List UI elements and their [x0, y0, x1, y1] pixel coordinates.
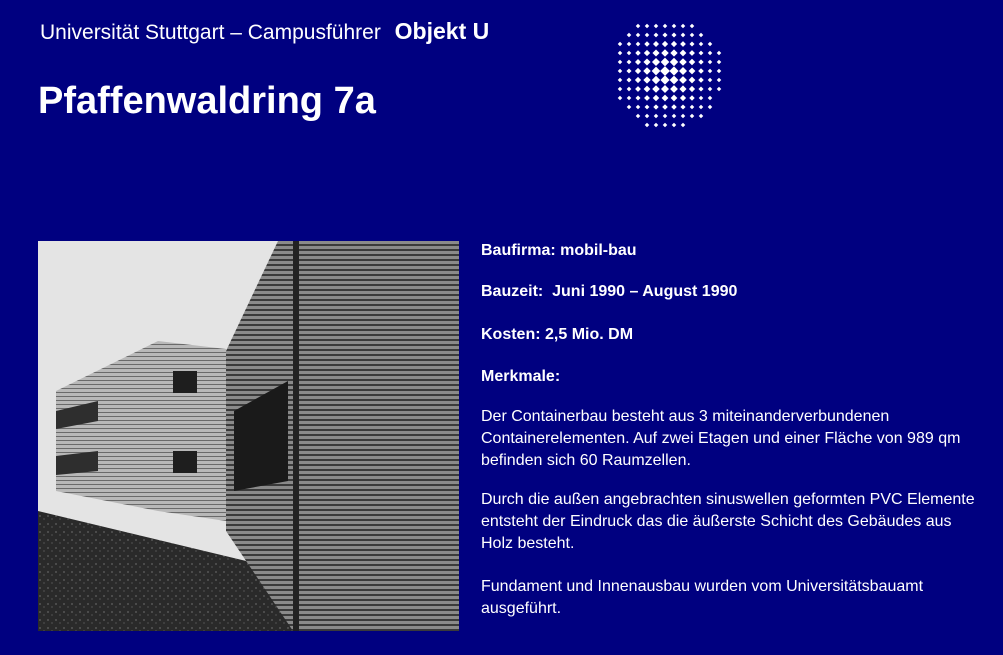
logo-dot [627, 51, 632, 56]
logo-dot [618, 60, 623, 65]
logo-dot [618, 69, 623, 74]
logo-dot [663, 24, 668, 29]
logo-dot [627, 60, 632, 65]
logo-dot [627, 78, 632, 83]
logo-dot [618, 51, 623, 56]
logo-dot [671, 104, 677, 110]
logo-dot [681, 114, 686, 119]
page-title: Pfaffenwaldring 7a [38, 80, 376, 122]
logo-dot [626, 68, 631, 73]
logo-dot [708, 105, 713, 110]
logo-dot [653, 41, 659, 47]
paragraph-text: Der Containerbau besteht aus 3 miteinanderverbundenen Containerelementen. Auf zwei Etagen und einer Fläche von 989 qm befinden sich 60 Raumzellen. [481, 408, 961, 469]
logo-dot [681, 24, 686, 29]
logo-dot [643, 67, 650, 74]
logo-dot [690, 24, 695, 29]
logo-dot [636, 114, 641, 119]
logo-dot [689, 68, 696, 75]
logo-dot [672, 24, 677, 29]
logo-dot [662, 41, 668, 47]
paragraph-text: Fundament und Innenausbau wurden vom Universitätsbauamt ausgeführt. [481, 578, 924, 617]
logo-dot [699, 105, 704, 110]
logo-dot [679, 58, 687, 66]
header-line [40, 18, 489, 45]
paragraph-text: Durch die außen angebrachten sinuswellen geformten PVC Elemente entsteht der Eindruck das die äußerste Schicht des Gebäudes aus Holz besteht. [481, 491, 975, 552]
logo-dot [652, 85, 660, 93]
logo-dot [717, 69, 722, 74]
features-paragraph-3 [481, 576, 986, 620]
logo-dot [680, 104, 685, 109]
costs-value: 2,5 Mio. DM [545, 326, 634, 343]
logo-dot [636, 24, 641, 29]
logo-dot [645, 105, 650, 110]
logo-dot [717, 51, 722, 56]
logo-dot [644, 86, 651, 93]
logo-dot [627, 42, 632, 47]
logo-dot [689, 59, 696, 66]
logo-dot [670, 58, 678, 66]
logo-dot [660, 75, 669, 84]
logo-dot [645, 123, 650, 128]
logo-dot [653, 95, 660, 102]
logo-dot [698, 86, 703, 91]
logo-dot [645, 33, 650, 38]
logo-dot [708, 69, 713, 74]
features-paragraph-2 [481, 489, 986, 555]
logo-dot [708, 78, 713, 83]
construction-company-value: mobil-bau [560, 242, 637, 259]
logo-dot [635, 59, 641, 65]
costs-row [481, 324, 633, 346]
logo-dot [652, 49, 659, 56]
logo-dot [662, 104, 668, 110]
logo-dot [661, 58, 670, 67]
logo-dot [636, 42, 641, 47]
logo-dot [669, 66, 678, 75]
logo-dot [672, 114, 677, 119]
logo-dot [663, 114, 668, 119]
logo-dot [708, 96, 713, 101]
logo-dot [645, 24, 650, 29]
logo-dot [635, 77, 641, 83]
logo-dot [680, 95, 686, 101]
logo-dot [661, 49, 668, 56]
logo-dot [643, 58, 650, 65]
logo-dot [644, 50, 650, 56]
logo-dot [698, 77, 704, 83]
logo-dot [708, 42, 713, 47]
logo-dot [699, 33, 704, 38]
features-label: Merkmale: [481, 368, 561, 385]
logo-dot [644, 41, 649, 46]
logo-dot [671, 95, 678, 102]
logo-dot [660, 66, 670, 76]
logo-dot [689, 77, 696, 84]
logo-dot [627, 96, 632, 101]
campus-guide-title: Universität Stuttgart – Campusführer [40, 21, 381, 44]
logo-dot [717, 78, 722, 83]
logo-dot [636, 33, 641, 38]
logo-dot [680, 50, 687, 57]
logo-dot [672, 33, 677, 38]
logo-dot [689, 86, 695, 92]
logo-dot [618, 96, 623, 101]
construction-company-label: Baufirma: [481, 242, 556, 259]
logo-dot [698, 68, 704, 74]
logo-dot [671, 41, 677, 47]
logo-dot [699, 96, 704, 101]
costs-label: Kosten: [481, 326, 541, 343]
logo-dot [652, 76, 660, 84]
logo-dot [643, 76, 650, 83]
logo-dot [670, 76, 679, 85]
logo-dot [670, 85, 678, 93]
logo-dot [627, 105, 632, 110]
logo-dot [679, 67, 687, 75]
logo-dot [690, 105, 695, 110]
logo-dot [627, 87, 632, 92]
building-photo-illustration [38, 241, 459, 631]
logo-dot [662, 95, 669, 102]
logo-dot [708, 51, 713, 56]
logo-dot [627, 33, 632, 38]
logo-dot [689, 95, 694, 100]
logo-dot [679, 76, 687, 84]
logo-dot [652, 58, 660, 66]
features-paragraph-1 [481, 406, 986, 472]
construction-company-row [481, 240, 637, 262]
features-heading [481, 366, 560, 388]
logo-dot [654, 123, 659, 128]
university-logo [608, 14, 726, 132]
logo-dot [618, 42, 623, 47]
logo-dot [653, 104, 658, 109]
logo-dot [645, 114, 650, 119]
logo-dot [636, 105, 641, 110]
building-photo [38, 241, 459, 631]
logo-dot [618, 87, 623, 92]
logo-dot [717, 60, 722, 65]
logo-dot [618, 78, 623, 83]
logo-dot [708, 87, 713, 92]
logo-dot [689, 50, 695, 56]
logo-dot [699, 51, 704, 56]
logo-dot [681, 33, 686, 38]
object-label: Objekt U [394, 18, 490, 44]
logo-dot [654, 24, 659, 29]
logo-dot [644, 95, 650, 101]
logo-dot [690, 114, 695, 119]
logo-dot [698, 59, 703, 64]
logo-dot [699, 42, 704, 47]
logo-dot [654, 114, 659, 119]
logo-dot [661, 85, 669, 93]
logo-dot [662, 32, 667, 37]
logo-dot [670, 49, 677, 56]
logo-dot [652, 67, 661, 76]
logo-dot [635, 95, 640, 100]
logo-dot [699, 114, 704, 119]
logo-dot [672, 123, 677, 128]
logo-dot [689, 41, 694, 46]
logo-dot [717, 87, 722, 92]
construction-period-label: Bauzeit: [481, 283, 544, 300]
logo-dot [681, 123, 686, 128]
construction-period-value: Juni 1990 – August 1990 [552, 283, 738, 300]
logo-dot [635, 68, 641, 74]
construction-period-row [481, 281, 737, 303]
logo-dot [663, 123, 668, 128]
logo-dot [635, 86, 641, 92]
logo-dot [690, 33, 695, 38]
logo-dot [679, 85, 686, 92]
logo-dot [680, 41, 686, 47]
logo-dot [654, 33, 659, 38]
logo-dot [635, 50, 640, 55]
logo-dot [708, 60, 713, 65]
